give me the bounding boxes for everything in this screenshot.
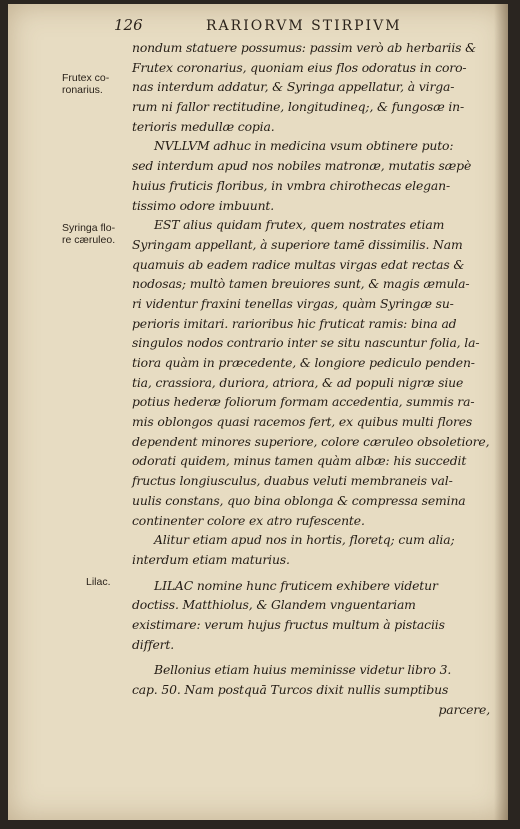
book-page [8,4,508,820]
body-text [132,38,502,719]
paragraph-5: LILAC nomine hunc fruticem exhibere videtur doctiss. Matthiolus, & Glandem vnguentariam existimare: verum hujus fructus multum à pistaciis differt. [132,577,445,652]
catchword: parcere, [438,701,490,717]
paragraph-2: NVLLVM adhuc in medicina vsum obtinere puto: sed interdum apud nos nobiles matronæ, mutatis sæpè huius fruticis floribus, in vmbra chirothecas elegan- tissimo odore imbuunt. [132,138,472,213]
paragraph-1: nondum statuere possumus: passim verò ab herbariis & Frutex coronarius, quoniam eius flos odoratus in coro- nas interdum addatur, & Syringa appellatur, à virga- rum ni fallor rectitudine, longitudineq;, & fungosæ in- terioris medullæ copia. [132,40,477,134]
margin-note-frutex-coronarius: Frutex co- ronarius. [62,72,110,96]
running-title: RARIORVM STIRPIVM [206,18,402,34]
margin-note-syringa: Syringa flo- re cæruleo. [62,222,116,246]
paragraph-6: Bellonius etiam huius meminisse videtur libro 3. cap. 50. Nam postquā Turcos dixit nullis sumptibus [132,662,452,697]
running-head [8,16,508,38]
paragraph-4: Alitur etiam apud nos in hortis, floretq; cum alia; interdum etiam maturius. [132,532,455,567]
paragraph-3: EST alius quidam frutex, quem nostrates etiam Syringam appellant, à superiore tamē dissimilis. Nam quamuis ab eadem radice multas virgas edat rectas & nodosas; multò tamen breuiores sunt, & magis æmula- ri videntur fraxini tenellas virgas, quàm Syringæ su- perioris imitari. rarioribus hic fruticat ramis: bina ad singulos nodos contrario inter se situ nascuntur folia, la- tiora quàm in præcedente, & longiore pediculo penden- tia, crassiora, duriora, atriora, & ad populi nigræ siue potius hederæ foliorum formam accedentia, summis ra- mis oblongos quasi racemos fert, ex quibus multi flores dependent minores superiore, colore cæruleo obsoletiore, odorati quidem, minus tamen quàm albæ: his succedit fructus longiusculus, duabus veluti membraneis val- uulis constans, quo bina oblonga & compressa semina continenter colore ex atro rufescente. [132,217,490,528]
margin-note-lilac: Lilac. [86,576,111,588]
page-number: 126 [114,16,143,34]
